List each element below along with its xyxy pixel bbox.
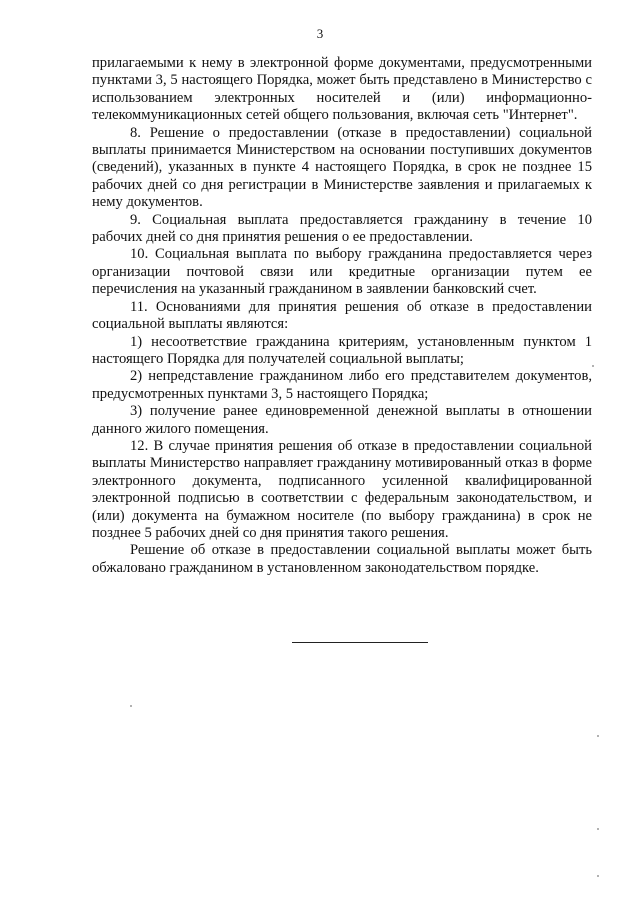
paragraph-11: 11. Основаниями для принятия решения об отказе в предоставлении социальной выплаты являются: bbox=[92, 298, 592, 333]
paragraph-11-item-3: 3) получение ранее единовременной денежной выплаты в отношении данного жилого помещения. bbox=[92, 403, 592, 437]
scan-speck bbox=[597, 875, 599, 877]
paragraph-8: 8. Решение о предоставлении (отказе в предоставлении) социальной выплаты принимается Министерством на основании поступивших документов (сведений), указанных в пункте 4 настоящего Порядка, в срок не позднее 15 рабочих дней со дня регистрации в Министерстве заявления и прилагаемых к нему документов. bbox=[92, 124, 592, 211]
scan-speck bbox=[597, 735, 599, 737]
paragraph-12: 12. В случае принятия решения об отказе в предоставлении социальной выплаты Министерство направляет гражданину мотивированный отказ в форме электронного документа, подписанного усиленной квалифицированной электронной подписью в соответствии с федеральным законодательством, и (или) документа на бумажном носителе (по выбору гражданина) в срок не позднее 5 рабочих дней со дня принятия такого решения. bbox=[92, 437, 592, 541]
scan-speck bbox=[597, 828, 599, 830]
paragraph-9: 9. Социальная выплата предоставляется гражданину в течение 10 рабочих дней со дня принятия решения о ее предоставлении. bbox=[92, 211, 592, 246]
paragraph-11-item-1: 1) несоответствие гражданина критериям, установленным пунктом 1 настоящего Порядка для получателей социальной выплаты; bbox=[92, 333, 592, 367]
document-body bbox=[92, 55, 592, 577]
paragraph-10: 10. Социальная выплата по выбору гражданина предоставляется через организации почтовой связи или кредитные организации путем ее перечисления на указанный гражданином в заявлении банковский счет. bbox=[92, 246, 592, 298]
scan-speck bbox=[592, 365, 594, 367]
paragraph-continuation: прилагаемыми к нему в электронной форме документами, предусмотренными пунктами 3, 5 настоящего Порядка, может быть представлено в Министерство с использованием электронных носителей и (или) информационно-телекоммуникационных сетей общего пользования, включая сеть "Интернет". bbox=[92, 55, 592, 124]
scan-speck bbox=[130, 705, 132, 707]
end-separator-line bbox=[292, 642, 428, 643]
page-number: 3 bbox=[316, 26, 324, 41]
paragraph-11-item-2: 2) непредставление гражданином либо его представителем документов, предусмотренных пунктами 3, 5 настоящего Порядка; bbox=[92, 368, 592, 402]
paragraph-appeal: Решение об отказе в предоставлении социальной выплаты может быть обжаловано гражданином в установленном законодательством порядке. bbox=[92, 542, 592, 576]
